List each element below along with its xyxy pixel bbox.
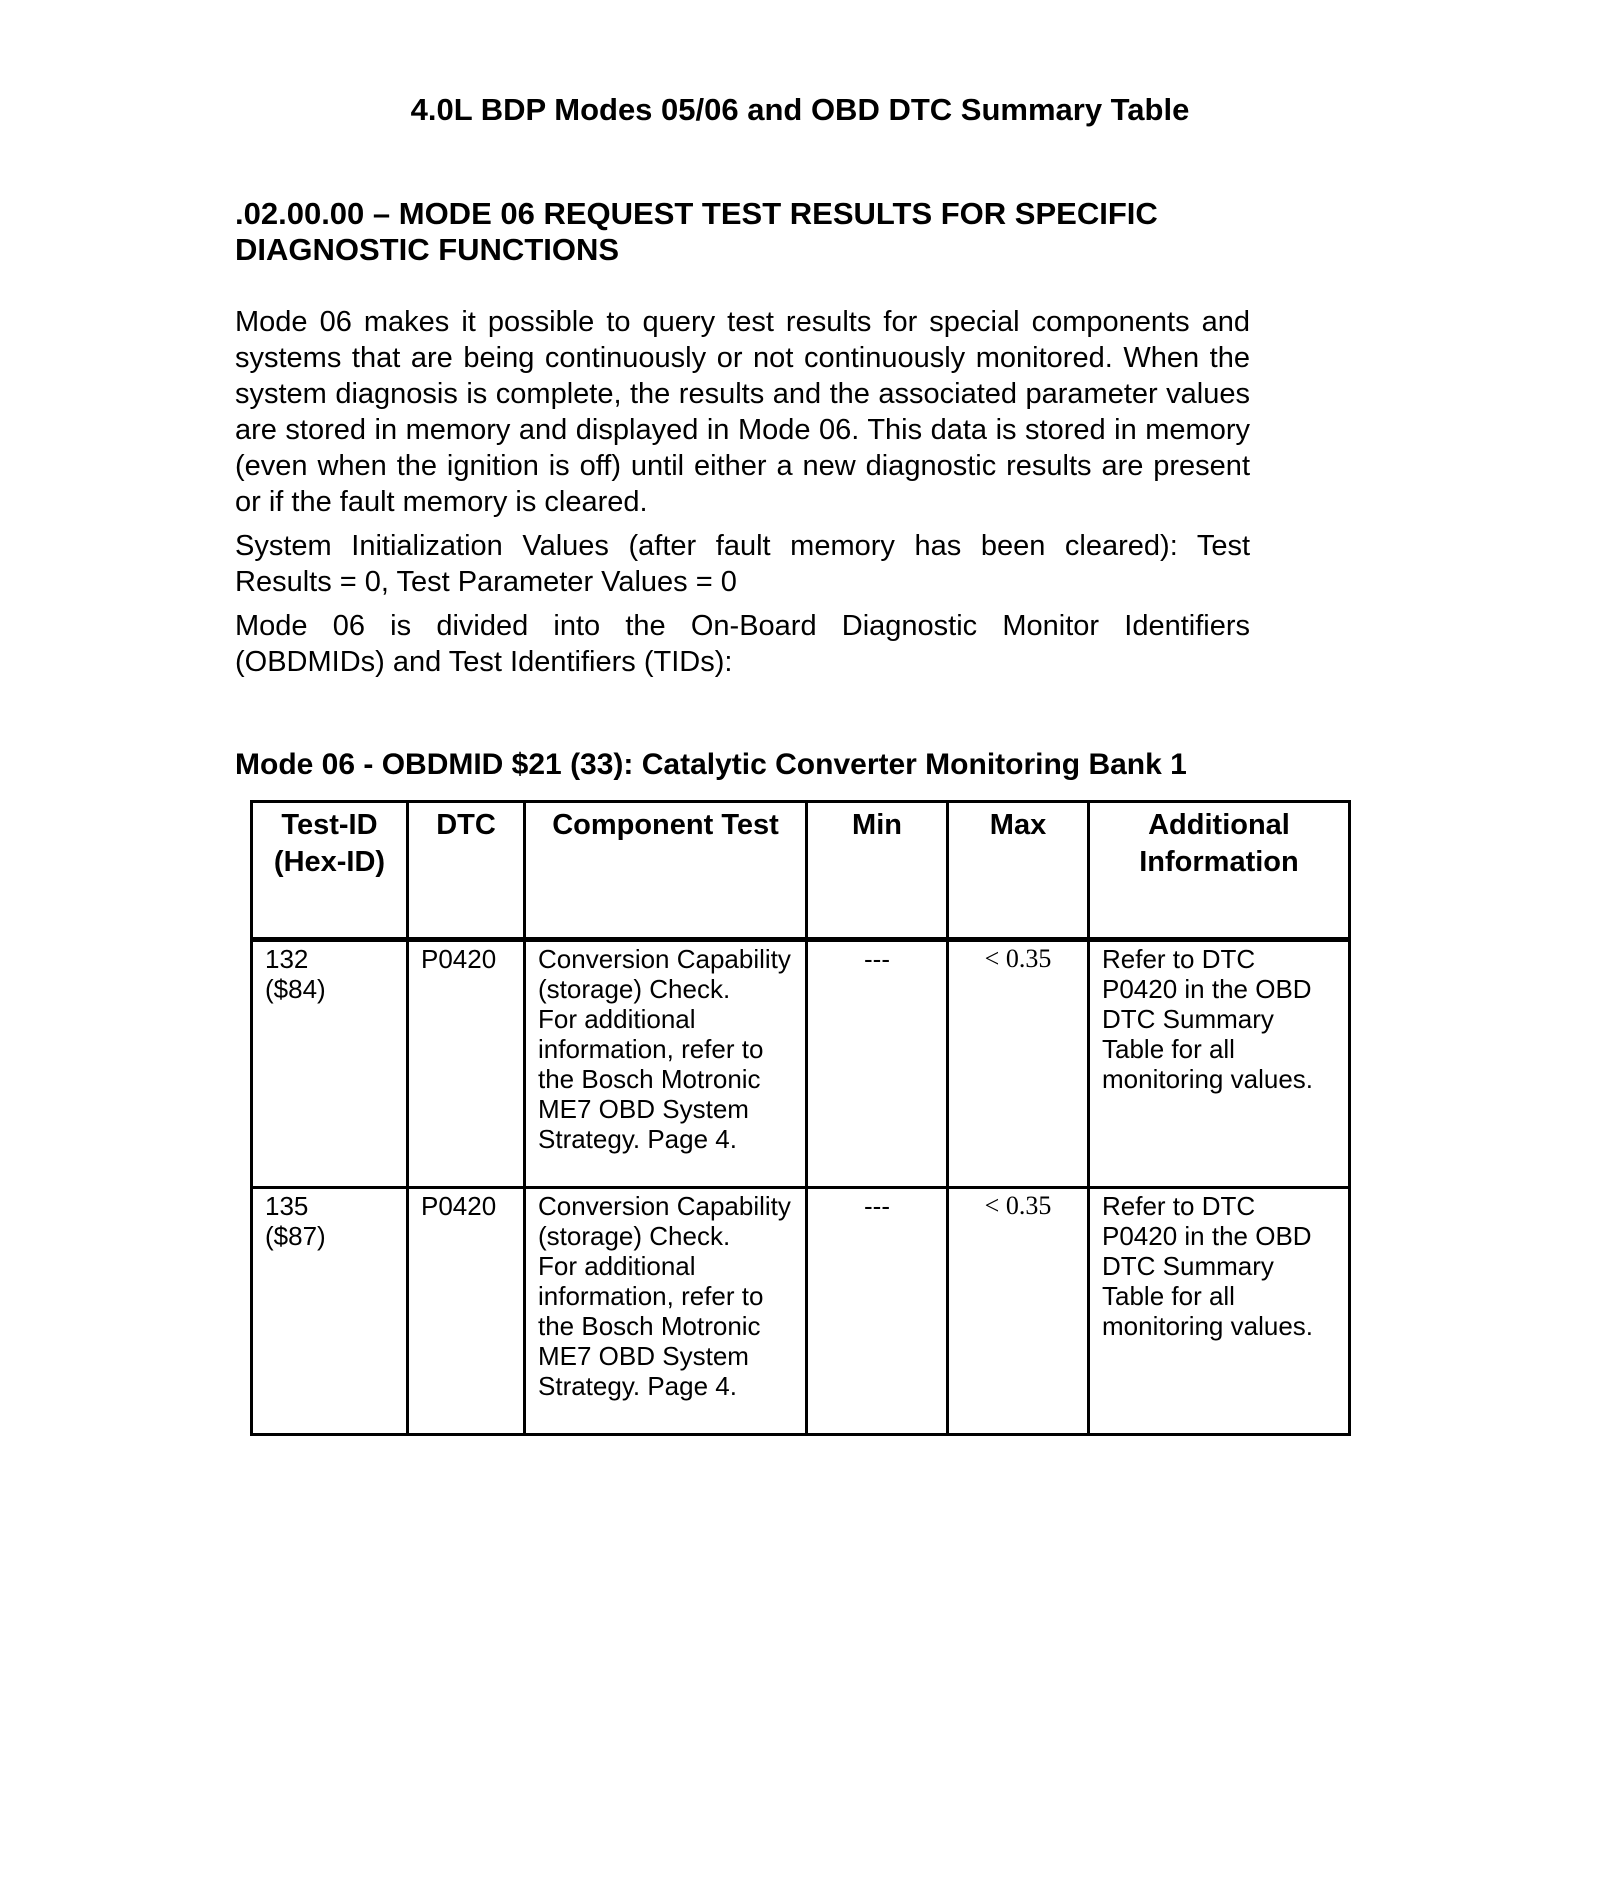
table-row [252, 940, 1350, 1188]
header-additional-information: Additional Information [1089, 802, 1350, 940]
cell-dtc: P0420 [408, 940, 525, 1188]
header-dtc: DTC [408, 802, 525, 940]
cell-max: < 0.35 [948, 940, 1089, 1188]
cell-additional-information: Refer to DTC P0420 in the OBD DTC Summary Table for all monitoring values. [1089, 940, 1350, 1188]
mode06-results-table [250, 800, 1351, 1436]
table-row [252, 1188, 1350, 1435]
cell-component-test [525, 1188, 807, 1435]
table-header-row [252, 802, 1350, 940]
test-id-value: 132 [265, 944, 309, 974]
paragraph-obdmid-tid: Mode 06 is divided into the On-Board Diagnostic Monitor Identifiers (OBDMIDs) and Test Identifiers (TIDs): [235, 610, 1250, 678]
table-title: Mode 06 - OBDMID $21 (33): Catalytic Converter Monitoring Bank 1 [235, 748, 1187, 781]
component-test-description: Conversion Capability (storage) Check. [538, 944, 791, 1004]
header-min: Min [807, 802, 948, 940]
test-id-value: 135 [265, 1191, 309, 1221]
header-test-id: Test-ID (Hex-ID) [252, 802, 408, 940]
paragraph-initialization-values: System Initialization Values (after fault memory has been cleared): Test Results = 0, Test Parameter Values = 0 [235, 530, 1250, 598]
cell-max: < 0.35 [948, 1188, 1089, 1435]
header-component-test: Component Test [525, 802, 807, 940]
cell-additional-information: Refer to DTC P0420 in the OBD DTC Summary Table for all monitoring values. [1089, 1188, 1350, 1435]
cell-component-test [525, 940, 807, 1188]
section-heading: .02.00.00 – MODE 06 REQUEST TEST RESULTS FOR SPECIFIC DIAGNOSTIC FUNCTIONS [235, 196, 1158, 267]
cell-min: --- [807, 940, 948, 1188]
hex-id-value: ($84) [265, 974, 326, 1004]
cell-dtc: P0420 [408, 1188, 525, 1435]
hex-id-value: ($87) [265, 1221, 326, 1251]
paragraph-mode06-overview: Mode 06 makes it possible to query test results for special components and systems that are being continuously or not continuously monitored. When the system diagnosis is complete, the results and the associated parameter values are stored in memory and displayed in Mode 06. This data is stored in memory (even when the ignition is off) until either a new diagnostic results are present or if the fault memory is cleared. [235, 306, 1250, 518]
document-title: 4.0L BDP Modes 05/06 and OBD DTC Summary Table [410, 92, 1190, 127]
cell-min: --- [807, 1188, 948, 1435]
component-test-reference: For additional information, refer to the Bosch Motronic ME7 OBD System Strategy. Page 4. [538, 1251, 764, 1401]
cell-test-id [252, 1188, 408, 1435]
component-test-description: Conversion Capability (storage) Check. [538, 1191, 791, 1251]
cell-test-id [252, 940, 408, 1188]
component-test-reference: For additional information, refer to the Bosch Motronic ME7 OBD System Strategy. Page 4. [538, 1004, 764, 1154]
header-max: Max [948, 802, 1089, 940]
